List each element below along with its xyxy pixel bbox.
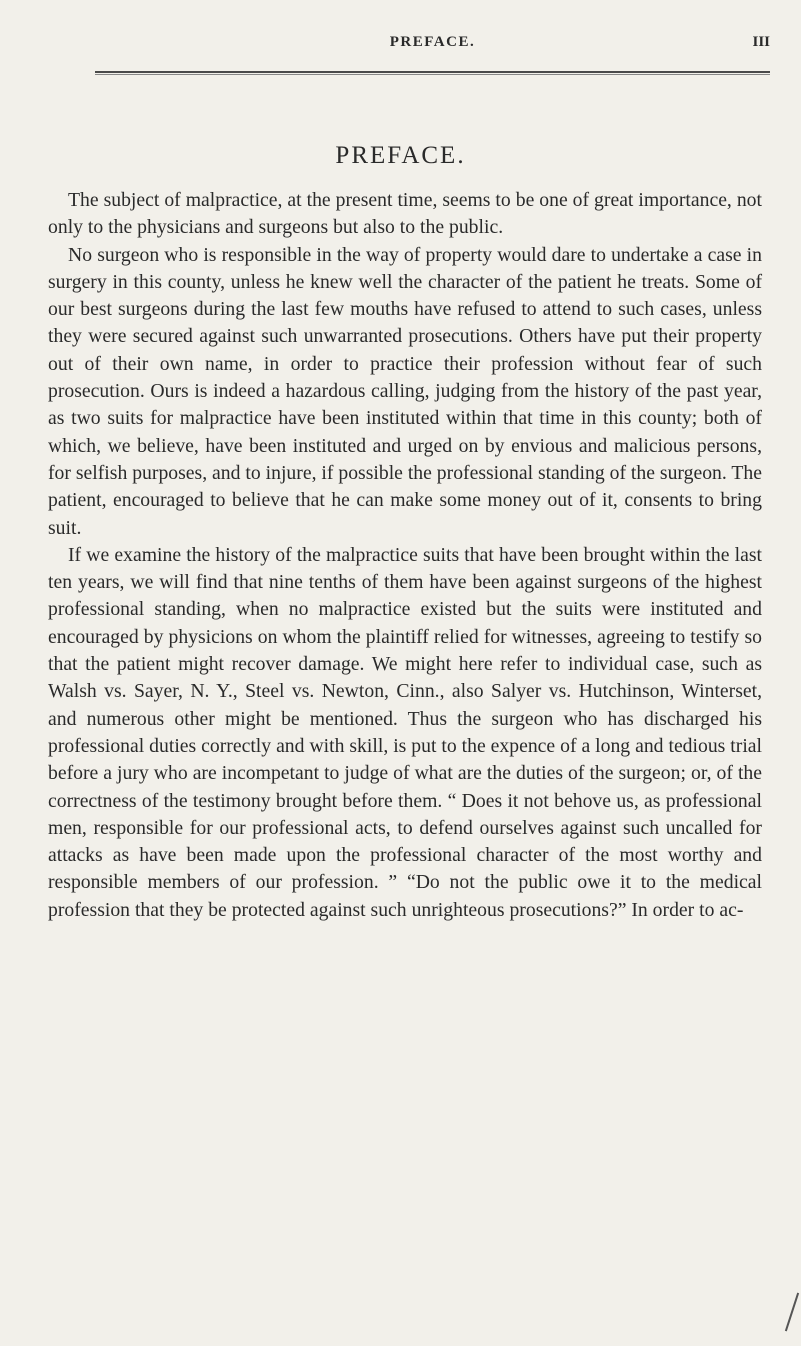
paragraph: No surgeon who is responsible in the way of property would dare to undertake a case in surgery in this county, unless he knew well the character of the patient he treats. Some of our best surgeons during the last few mouths have refused to attend to such cases, unless they were secured against such unwarranted prosecutions. Others have put their property out of their own name, in order to practice their profession without fear of such prosecution. Ours is indeed a hazardous calling, judging from the history of the past year, as two suits for malpractice have been instituted within that time in this county; both of which, we believe, have been instituted and urged on by envious and malicious persons, for selfish purposes, and to injure, if possible the professional standing of the surgeon. The patient, encouraged to believe that he can make some money out of it, consents to bring suit. — [48, 243, 762, 539]
header-rule-thin — [95, 74, 770, 75]
preface-title: PREFACE. — [335, 142, 466, 169]
paragraph: The subject of malpractice, at the present time, seems to be one of great importance, not only to the physicians and surgeons but also to the public. — [48, 189, 762, 239]
preface-body — [48, 187, 762, 924]
paragraph: If we examine the history of the malpractice suits that have been brought within the last ten years, we will find that nine tenths of them have been against surgeons of the highest professional standing, when no malpractice existed but the suits were instituted and encouraged by physicions on whom the plaintiff relied for witnesses, agreeing to testify so that the patient might recover damage. We might here refer to individual case, such as Walsh vs. Sayer, N. Y., Steel vs. Newton, Cinn., also Salyer vs. Hutchinson, Winterset, and numerous other might be mentioned. Thus the surgeon who has discharged his professional duties correctly and with skill, is put to the expence of a long and tedious trial before a jury who are incompetant to judge of what are the duties of the surgeon; or, of the correctness of the testimony brought before them. “ Does it not behove us, as professional men, responsible for our professional acts, to defend ourselves against such uncalled for attacks as have been made upon the professional character of the most worthy and responsible members of our profession. ” “Do not the public owe it to the medical profession that they be protected against such unrighteous prosecutions?” In order to ac- — [48, 543, 762, 921]
page-number: III — [752, 34, 770, 50]
running-head — [95, 34, 770, 56]
header-rule — [95, 71, 770, 73]
running-head-title: PREFACE. — [389, 34, 476, 50]
page-edge-mark — [785, 1293, 799, 1332]
